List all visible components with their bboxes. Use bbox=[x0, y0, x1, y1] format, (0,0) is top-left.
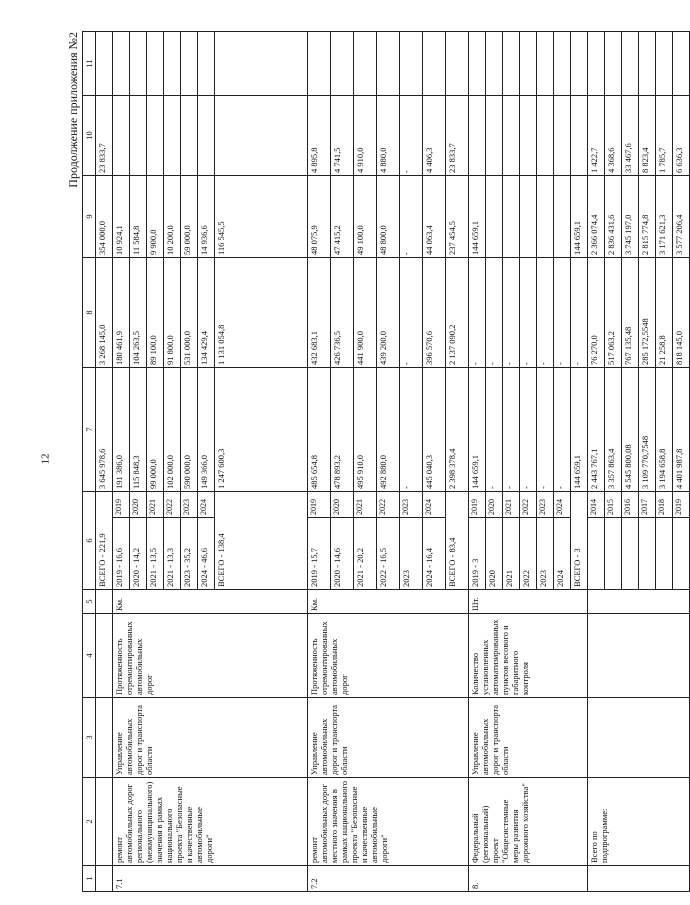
cell-federal: - bbox=[400, 258, 423, 368]
cell-local bbox=[503, 96, 520, 176]
row-number: 8. bbox=[469, 866, 588, 892]
cell-federal: 441 900,0 bbox=[354, 258, 377, 368]
cell-c8: 3 268 145,0 bbox=[96, 258, 113, 368]
cell-total: - bbox=[537, 368, 554, 492]
cell-local bbox=[469, 96, 486, 176]
cell-other bbox=[308, 32, 331, 96]
cell-other bbox=[605, 32, 622, 96]
cell-other bbox=[400, 32, 423, 96]
cell-federal: 531 000,0 bbox=[181, 258, 198, 368]
cell-local bbox=[571, 96, 588, 176]
cell-federal: 2 137 090,2 bbox=[446, 258, 469, 368]
row-indicator: Количество установленных автоматизированных пунктов весового и габаритного контроля bbox=[469, 614, 588, 698]
cell-total-label: ВСЕГО - 83,4 bbox=[446, 492, 469, 590]
table-row bbox=[96, 32, 113, 892]
row-organization: Управление автомобильных дорог и транспорта области bbox=[469, 698, 588, 778]
cell-total: 115 848,3 bbox=[130, 368, 147, 492]
header-cell: 8 bbox=[83, 258, 96, 368]
page-number: 12 bbox=[39, 453, 52, 465]
cell-year: 2024 bbox=[198, 492, 215, 518]
cell-regional: 44 063,4 bbox=[423, 176, 446, 258]
cell-total: 191 386,0 bbox=[113, 368, 130, 492]
cell-regional: 10 924,1 bbox=[113, 176, 130, 258]
cell-target: 2020 - 14,6 bbox=[331, 518, 354, 590]
cell-target bbox=[605, 518, 622, 590]
cell-year: 2023 bbox=[537, 492, 554, 518]
cell-total: 2 398 378,4 bbox=[446, 368, 469, 492]
cell-local: 1 785,7 bbox=[656, 96, 673, 176]
cell-year: 2019 bbox=[113, 492, 130, 518]
cell-other bbox=[446, 32, 469, 96]
cell-regional: 116 545,5 bbox=[215, 176, 308, 258]
cell-regional bbox=[503, 176, 520, 258]
cell-target: 2023 - 35,2 bbox=[181, 518, 198, 590]
cell-federal: 517 063,2 bbox=[605, 258, 622, 368]
cell-c10: 23 833,7 bbox=[96, 96, 113, 176]
cell-other bbox=[486, 32, 503, 96]
cell-other bbox=[503, 32, 520, 96]
cell-total: 485 654,8 bbox=[308, 368, 331, 492]
cell-local bbox=[181, 96, 198, 176]
cell-regional: 144 659,1 bbox=[571, 176, 588, 258]
cell-local: 4 741,5 bbox=[331, 96, 354, 176]
cell-total: 4 545 800,08 bbox=[622, 368, 639, 492]
cell-target: 2024 bbox=[554, 518, 571, 590]
cell-regional bbox=[537, 176, 554, 258]
cell-total-label: ВСЕГО - 138,4 bbox=[215, 492, 308, 590]
cell-federal: 104 263,5 bbox=[130, 258, 147, 368]
cell-other bbox=[130, 32, 147, 96]
cell-local bbox=[130, 96, 147, 176]
cell-federal: 818 145,0 bbox=[673, 258, 690, 368]
header-cell: 11 bbox=[83, 32, 96, 96]
cell-year: 2016 bbox=[622, 492, 639, 518]
table-row bbox=[308, 32, 331, 892]
cell-total: 102 000,0 bbox=[164, 368, 181, 492]
cell-target: 2024 - 16,4 bbox=[423, 518, 446, 590]
cell-regional: 3 577 206,4 bbox=[673, 176, 690, 258]
cell-other bbox=[588, 32, 605, 96]
row-name: Всего по подпрограмме: bbox=[588, 778, 690, 866]
header-row bbox=[83, 32, 96, 892]
cell-local bbox=[215, 96, 308, 176]
cell-local: 4 910,0 bbox=[354, 96, 377, 176]
cell-local bbox=[113, 96, 130, 176]
cell-other bbox=[377, 32, 400, 96]
cell-federal: 396 570,6 bbox=[423, 258, 446, 368]
cell-other bbox=[198, 32, 215, 96]
row-indicator bbox=[588, 614, 690, 698]
cell-target: 2019 - 3 bbox=[469, 518, 486, 590]
table-row bbox=[469, 32, 486, 892]
cell-target: 2020 bbox=[486, 518, 503, 590]
cell-federal: 180 461,9 bbox=[113, 258, 130, 368]
cell-regional bbox=[520, 176, 537, 258]
row-indicator: Протяженность отремонтированных автомобильных дорог bbox=[113, 614, 308, 698]
row-indicator: Протяженность отремонтированных автомобильных дорог bbox=[308, 614, 469, 698]
cell-other bbox=[469, 32, 486, 96]
cell-num bbox=[96, 866, 113, 892]
cell-local bbox=[164, 96, 181, 176]
cell-local: 4 406,3 bbox=[423, 96, 446, 176]
cell-other bbox=[181, 32, 198, 96]
cell-year: 2022 bbox=[520, 492, 537, 518]
cell-federal: 89 100,0 bbox=[147, 258, 164, 368]
header-cell: 3 bbox=[83, 698, 96, 778]
cell-total: - bbox=[520, 368, 537, 492]
cell-regional: 47 415,2 bbox=[331, 176, 354, 258]
cell-year: 2020 bbox=[486, 492, 503, 518]
cell-local bbox=[554, 96, 571, 176]
cell-federal: 21 258,8 bbox=[656, 258, 673, 368]
cell-other bbox=[113, 32, 130, 96]
cell-other bbox=[520, 32, 537, 96]
cell-target: 2021 - 20,2 bbox=[354, 518, 377, 590]
table-row bbox=[113, 32, 130, 892]
cell-other bbox=[215, 32, 308, 96]
row-unit bbox=[588, 590, 690, 614]
cell-total: 590 000,0 bbox=[181, 368, 198, 492]
cell-year: 2024 bbox=[554, 492, 571, 518]
cell-federal: 76 270,0 bbox=[588, 258, 605, 368]
cell-year: 2019 bbox=[308, 492, 331, 518]
cell-year: 2020 bbox=[331, 492, 354, 518]
cell-target bbox=[656, 518, 673, 590]
cell-total: 445 040,3 bbox=[423, 368, 446, 492]
cell-other bbox=[622, 32, 639, 96]
table-row bbox=[588, 32, 605, 892]
cell-federal: 285 172,5548 bbox=[639, 258, 656, 368]
cell-regional: 2 836 431,6 bbox=[605, 176, 622, 258]
cell-regional: 144 659,1 bbox=[469, 176, 486, 258]
cell-regional: 237 454,5 bbox=[446, 176, 469, 258]
header-cell: 2 bbox=[83, 778, 96, 866]
cell-local: 1 422,7 bbox=[588, 96, 605, 176]
cell-year: 2021 bbox=[354, 492, 377, 518]
cell-target: 2020 - 14,2 bbox=[130, 518, 147, 590]
row-name: Федеральный (региональный) проект "Общесистемные меры развития дорожного хозяйства" bbox=[469, 778, 588, 866]
cell-total: 99 000,0 bbox=[147, 368, 164, 492]
cell-total: 144 659,1 bbox=[469, 368, 486, 492]
header-cell: 7 bbox=[83, 368, 96, 492]
cell-total-label: ВСЕГО - 221,9 bbox=[96, 492, 113, 590]
cell-target: 2019 - 16,6 bbox=[113, 518, 130, 590]
cell-total: - bbox=[400, 368, 423, 492]
cell-regional: 2 366 074,4 bbox=[588, 176, 605, 258]
cell-regional: 3 171 621,3 bbox=[656, 176, 673, 258]
cell-total: 495 910,0 bbox=[354, 368, 377, 492]
cell-regional: 10 200,0 bbox=[164, 176, 181, 258]
cell-c7: 3 645 978,6 bbox=[96, 368, 113, 492]
header-cell: 1 bbox=[83, 866, 96, 892]
program-table bbox=[82, 31, 690, 892]
cell-target: 2021 - 13,3 bbox=[164, 518, 181, 590]
cell-regional bbox=[486, 176, 503, 258]
cell-total: 3 109 770,7548 bbox=[639, 368, 656, 492]
header-cell: 4 bbox=[83, 614, 96, 698]
row-unit: Км. bbox=[113, 590, 308, 614]
cell-other bbox=[554, 32, 571, 96]
header-cell: 5 bbox=[83, 590, 96, 614]
cell-federal: 432 683,1 bbox=[308, 258, 331, 368]
cell-federal: - bbox=[537, 258, 554, 368]
cell-regional: 48 075,9 bbox=[308, 176, 331, 258]
row-organization bbox=[588, 698, 690, 778]
cell-federal: - bbox=[503, 258, 520, 368]
row-number: 7.2 bbox=[308, 866, 469, 892]
cell-other bbox=[537, 32, 554, 96]
cell-local: 33 467,6 bbox=[622, 96, 639, 176]
cell-local: 4 368,6 bbox=[605, 96, 622, 176]
cell-org bbox=[96, 698, 113, 778]
cell-federal: - bbox=[520, 258, 537, 368]
cell-federal: 426 736,5 bbox=[331, 258, 354, 368]
cell-total: 492 880,0 bbox=[377, 368, 400, 492]
cell-regional: 3 745 197,0 bbox=[622, 176, 639, 258]
cell-federal: - bbox=[469, 258, 486, 368]
cell-local: 23 833,7 bbox=[446, 96, 469, 176]
header-cell: 6 bbox=[83, 492, 96, 590]
cell-year: 2024 bbox=[423, 492, 446, 518]
cell-total: 478 893,2 bbox=[331, 368, 354, 492]
header-cell: 9 bbox=[83, 176, 96, 258]
cell-other bbox=[164, 32, 181, 96]
cell-unit bbox=[96, 590, 113, 614]
row-unit: Км. bbox=[308, 590, 469, 614]
cell-year: 2019 bbox=[673, 492, 690, 518]
cell-regional: 49 100,0 bbox=[354, 176, 377, 258]
cell-federal: - bbox=[571, 258, 588, 368]
cell-other bbox=[331, 32, 354, 96]
cell-target: 2023 bbox=[537, 518, 554, 590]
cell-total: 149 366,0 bbox=[198, 368, 215, 492]
cell-local bbox=[537, 96, 554, 176]
cell-regional: 48 800,0 bbox=[377, 176, 400, 258]
cell-total: 1 247 600,3 bbox=[215, 368, 308, 492]
cell-local: 6 636,3 bbox=[673, 96, 690, 176]
cell-federal: 767 135,48 bbox=[622, 258, 639, 368]
cell-other bbox=[673, 32, 690, 96]
cell-total: 3 357 863,4 bbox=[605, 368, 622, 492]
cell-federal: 134 429,4 bbox=[198, 258, 215, 368]
row-unit: Шт. bbox=[469, 590, 588, 614]
cell-total: - bbox=[486, 368, 503, 492]
cell-local bbox=[520, 96, 537, 176]
cell-federal: 91 800,0 bbox=[164, 258, 181, 368]
rotated-page bbox=[66, 32, 684, 892]
row-number: 7.1 bbox=[113, 866, 308, 892]
cell-other bbox=[423, 32, 446, 96]
cell-total: - bbox=[503, 368, 520, 492]
cell-year: 2022 bbox=[377, 492, 400, 518]
cell-other bbox=[354, 32, 377, 96]
cell-year: 2022 bbox=[164, 492, 181, 518]
cell-regional: - bbox=[400, 176, 423, 258]
cell-year: 2020 bbox=[130, 492, 147, 518]
cell-total: 2 443 767,1 bbox=[588, 368, 605, 492]
cell-target bbox=[622, 518, 639, 590]
cell-target: 2019 - 15,7 bbox=[308, 518, 331, 590]
cell-target: 2024 - 46,6 bbox=[198, 518, 215, 590]
cell-regional: 9 900,0 bbox=[147, 176, 164, 258]
cell-local bbox=[486, 96, 503, 176]
cell-other bbox=[656, 32, 673, 96]
cell-total: 4 401 987,8 bbox=[673, 368, 690, 492]
cell-target: 2022 - 16,5 bbox=[377, 518, 400, 590]
header-cell: 10 bbox=[83, 96, 96, 176]
cell-federal: - bbox=[554, 258, 571, 368]
cell-year: 2021 bbox=[503, 492, 520, 518]
row-organization: Управление автомобильных дорог и транспорта области bbox=[308, 698, 469, 778]
row-number bbox=[588, 866, 690, 892]
cell-year: 2019 bbox=[469, 492, 486, 518]
row-organization: Управление автомобильных дорог и транспорта области bbox=[113, 698, 308, 778]
cell-indicator bbox=[96, 614, 113, 698]
cell-c11 bbox=[96, 32, 113, 96]
row-name: ремонт автомобильных дорог регионального (межмуниципального) значения в рамках национального проекта "Безопасные и качественные автомобильные дороги" bbox=[113, 778, 308, 866]
cell-name bbox=[96, 778, 113, 866]
cell-total: 3 194 658,8 bbox=[656, 368, 673, 492]
cell-local: 4 880,0 bbox=[377, 96, 400, 176]
cell-local: 8 823,4 bbox=[639, 96, 656, 176]
cell-total-label: ВСЕГО - 3 bbox=[571, 492, 588, 590]
cell-year: 2023 bbox=[181, 492, 198, 518]
cell-year: 2018 bbox=[656, 492, 673, 518]
cell-local: - bbox=[400, 96, 423, 176]
cell-total: 144 659,1 bbox=[571, 368, 588, 492]
appendix-title: Продолжение приложения №2 bbox=[66, 32, 80, 188]
cell-other bbox=[639, 32, 656, 96]
row-name: ремонт автомобильных дорог местного значения в рамках национального проекта "Безопасные и качественные автомобильные дороги" bbox=[308, 778, 469, 866]
cell-total: - bbox=[554, 368, 571, 492]
cell-year: 2017 bbox=[639, 492, 656, 518]
cell-federal: - bbox=[486, 258, 503, 368]
cell-local bbox=[198, 96, 215, 176]
cell-year: 2014 bbox=[588, 492, 605, 518]
cell-target: 2023 bbox=[400, 518, 423, 590]
cell-target bbox=[588, 518, 605, 590]
cell-other bbox=[571, 32, 588, 96]
cell-year: 2015 bbox=[605, 492, 622, 518]
cell-regional: 11 584,8 bbox=[130, 176, 147, 258]
cell-target: 2021 bbox=[503, 518, 520, 590]
cell-local: 4 895,8 bbox=[308, 96, 331, 176]
cell-regional: 14 936,6 bbox=[198, 176, 215, 258]
cell-federal: 1 131 054,8 bbox=[215, 258, 308, 368]
cell-year: 2021 bbox=[147, 492, 164, 518]
cell-regional bbox=[554, 176, 571, 258]
cell-target: 2022 bbox=[520, 518, 537, 590]
cell-c9: 354 000,0 bbox=[96, 176, 113, 258]
cell-regional: 2 815 774,8 bbox=[639, 176, 656, 258]
cell-target: 2021 - 13,5 bbox=[147, 518, 164, 590]
cell-target bbox=[673, 518, 690, 590]
cell-year: 2023 bbox=[400, 492, 423, 518]
cell-other bbox=[147, 32, 164, 96]
cell-target bbox=[639, 518, 656, 590]
cell-local bbox=[147, 96, 164, 176]
cell-federal: 439 200,0 bbox=[377, 258, 400, 368]
cell-regional: 59 000,0 bbox=[181, 176, 198, 258]
